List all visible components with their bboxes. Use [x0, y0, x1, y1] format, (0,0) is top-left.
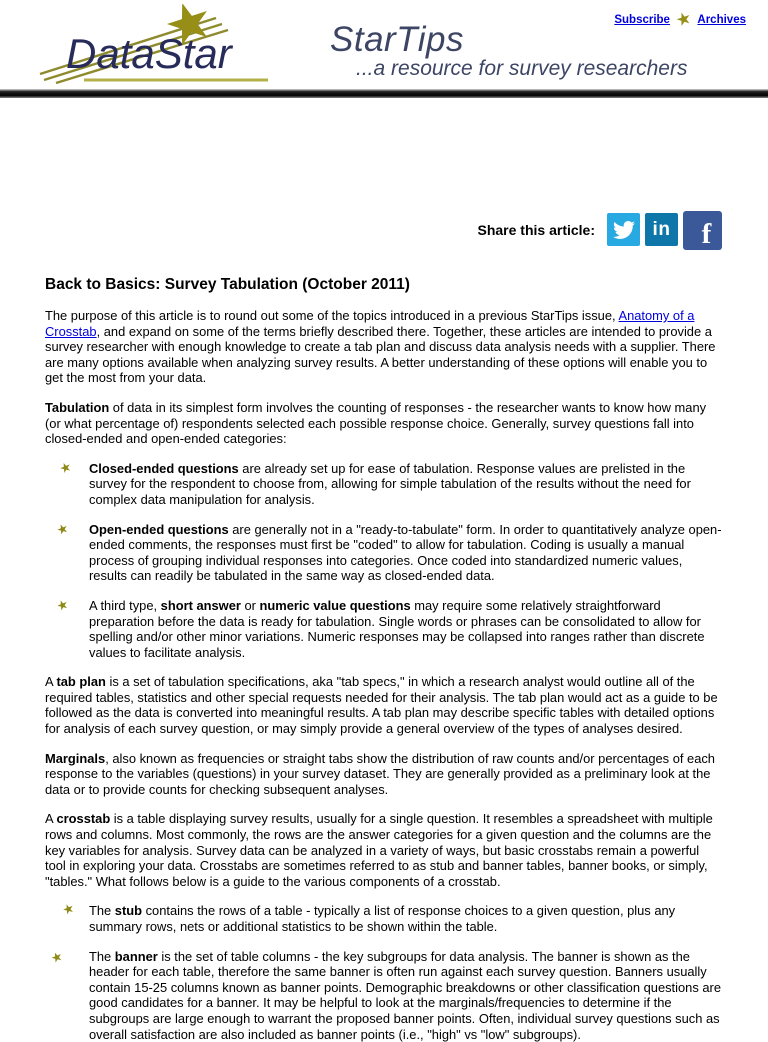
- paragraph: [45, 400, 722, 447]
- star-bullet-icon: ★: [54, 595, 71, 615]
- text-run: are already set up for ease of tabulation. Response values are prelisted in the survey for the respondent to choose from, allowing for simple tabulation of the results without the need for complex data manipulation for analysis.: [89, 460, 691, 507]
- article-content: [0, 89, 768, 1042]
- article-title: Back to Basics: Survey Tabulation (October 2011): [45, 276, 410, 293]
- bullet-item: [45, 900, 722, 934]
- twitter-bird-glyph: [613, 219, 635, 241]
- text-run: , also known as frequencies or straight tabs show the distribution of raw counts and/or percentages of each response to the variables (questions) in your survey dataset. They are generally provided as a preliminary look at the data or to provide counts for checking subsequent analyses.: [45, 750, 715, 797]
- star-bullet-icon: ★: [60, 900, 77, 919]
- text-run: is a set of tabulation specifications, aka "tab specs," in which a research analyst would outline all of the required tables, statistics and other special requests needed for their analysis. The tab plan would act as a guide to be followed as the data is converted into meaningful results. A tab plan may describe specific tables with detailed options for analysis of each survey question, or may simply provide a general overview of the types of analyses desired.: [45, 674, 718, 737]
- text-run: banner: [114, 948, 158, 964]
- bullet-list: [45, 458, 722, 661]
- archives-link[interactable]: Archives: [697, 13, 746, 26]
- text-run: crosstab: [56, 811, 111, 827]
- share-row: [45, 209, 722, 250]
- paragraph: [45, 308, 722, 386]
- masthead-tagline: ...a resource for survey researchers: [356, 57, 688, 80]
- paragraph: [45, 751, 722, 798]
- datastar-logo-graphic: [36, 4, 288, 88]
- text-run: Marginals: [45, 750, 106, 766]
- datastar-logo: [36, 4, 288, 93]
- linkedin-icon[interactable]: in: [645, 213, 678, 246]
- logo-text: DataStar: [66, 30, 232, 77]
- text-run: is the set of table columns - the key subgroups for data analysis. The banner is shown as the header for each table, therefore the same banner is often run against each survey question. Banners usually contain 15-25 columns known as banner points. Demographic breakdowns or other classification questions are good candidates for a banner. It may be helpful to look at the marginals/frequencies to determine if the subgroups are large enough to warrant the proposed banner points. Often, individual survey questions such as overall satisfaction are also included as banner points (i.e., "high" vs "low" subgroups).: [89, 948, 721, 1042]
- star-bullet-icon: ★: [54, 519, 71, 538]
- text-run: Open-ended questions: [89, 521, 229, 537]
- facebook-icon[interactable]: [683, 211, 722, 250]
- star-bullet-icon: ★: [48, 947, 65, 966]
- article-body: [45, 308, 722, 1042]
- star-bullet-icon: ★: [57, 458, 74, 477]
- text-run: A third type,: [89, 597, 161, 613]
- text-run: The: [89, 903, 115, 919]
- bullet-item: [45, 595, 722, 660]
- bullet-item: [45, 949, 722, 1042]
- text-run: or: [240, 597, 260, 613]
- text-run: , and expand on some of the terms briefly described there. Together, these articles are intended to provide a survey researcher with enough knowledge to create a tab plan and discuss data analysis needs with a supplier. There are many options available when analyzing survey results. A better understanding of these options will enable you to get the most from your data.: [45, 323, 716, 386]
- text-run: is a table displaying survey results, usually for a single question. It resembles a spreadsheet with multiple rows and columns. Most commonly, the rows are the answer categories for a given question and the columns are the key variables for analysis. Survey data can be analyzed in a variety of ways, but basic crosstabs remain a powerful tool in exploring your data. Crosstabs are sometimes referred to as stub and banner tables, banner books, or simply, "tables." What follows below is a guide to the various components of a crosstab.: [45, 811, 713, 889]
- bullet-item: [45, 458, 722, 508]
- bullet-list: [45, 900, 722, 1042]
- text-run: Closed-ended questions: [89, 460, 239, 476]
- text-run: of data in its simplest form involves the counting of responses - the researcher wants to know how many (or what percentage of) respondents selected each possible response choice. Generally, survey questions fall into closed-ended and open-ended categories:: [45, 399, 707, 447]
- text-run: Tabulation: [45, 399, 110, 415]
- bullet-text: [89, 903, 722, 934]
- masthead: [0, 0, 768, 89]
- text-run: The purpose of this article is to round out some of the topics introduced in a previous StarTips issue,: [45, 308, 619, 323]
- bullet-text: [89, 598, 722, 660]
- bullet-text: [89, 522, 722, 584]
- facebook-f-glyph: f: [701, 218, 712, 250]
- subscribe-link[interactable]: Subscribe: [614, 13, 670, 26]
- text-run: tab plan: [56, 674, 106, 690]
- anatomy-of-a-crosstab-link[interactable]: Anatomy of a Crosstab: [45, 308, 695, 339]
- paragraph: [45, 811, 722, 889]
- masthead-title: StarTips: [330, 20, 465, 59]
- bullet-text: [89, 949, 722, 1042]
- top-links: [614, 9, 746, 30]
- text-run: numeric value questions: [259, 597, 411, 613]
- text-run: short answer: [160, 597, 241, 613]
- twitter-icon[interactable]: [607, 213, 640, 246]
- bullet-item: [45, 519, 722, 584]
- text-run: A: [45, 811, 57, 827]
- text-run: may require some relatively straightforward preparation before the data is ready for tabulation. Single words or phrases can be consolidated to allow for spelling and/or other minor variations. Numeric responses may be collapsed into ranges rather than discrete values to facilitate analysis.: [89, 597, 705, 660]
- header-divider: [0, 89, 768, 98]
- text-run: A: [45, 674, 57, 690]
- share-label: Share this article:: [477, 221, 595, 238]
- star-icon: ★: [674, 9, 693, 30]
- text-run: The: [89, 948, 115, 964]
- text-run: contains the rows of a table - typically a list of response choices to a given question, plus any summary rows, nets or additional statistics to be shown within the table.: [89, 903, 676, 934]
- text-run: are generally not in a "ready-to-tabulate" form. In order to quantitatively analyze open-ended comments, the responses must first be "coded" to allow for tabulation. Coding is usually a manual process of grouping individual responses into categories. Once coded into standardized numeric values, results can readily be tabulated in the same way as closed-ended data.: [89, 521, 722, 584]
- text-run: stub: [114, 903, 143, 919]
- paragraph: [45, 674, 722, 736]
- bullet-text: [89, 461, 722, 508]
